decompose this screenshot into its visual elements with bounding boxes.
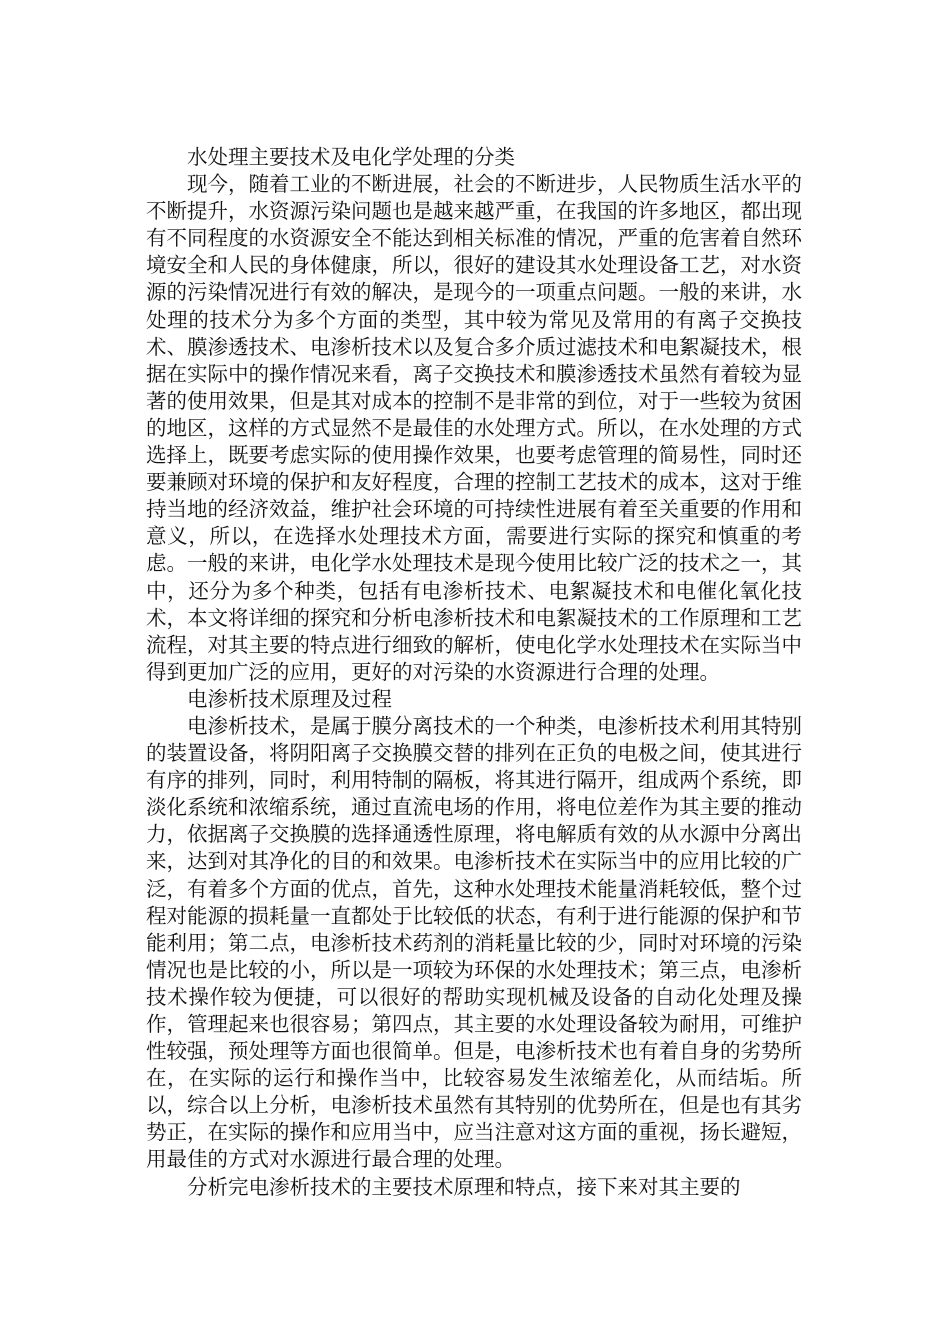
paragraph-continuation: 分析完电渗析技术的主要技术原理和特点，接下来对其主要的: [187, 1174, 741, 1199]
section-heading-classification: 水处理主要技术及电化学处理的分类: [187, 145, 515, 169]
paragraph-introduction: 现今，随着工业的不断进展，社会的不断进步，人民物质生活水平的不断提升，水资源污染问题也是越来越严重，在我国的许多地区，都出现有不同程度的水资源安全不能达到相关标准的情况，严重的危害着自然环境安全和人民的身体健康，所以，很好的建设其水处理设备工艺，对水资源的污染情况进行有效的解决，是现今的一项重点问题。一般的来讲，水处理的技术分为多个方面的类型，其中较为常见及常用的有离子交换技术、膜渗透技术、电渗析技术以及复合多介质过滤技术和电絮凝技术，根据在实际中的操作情况来看，离子交换技术和膜渗透技术虽然有着较为显著的使用效果，但是其对成本的控制不是非常的到位，对于一些较为贫困的地区，这样的方式显然不是最佳的水处理方式。所以，在水处理的方式选择上，既要考虑实际的使用操作效果，也要考虑管理的简易性，同时还要兼顾对环境的保护和友好程度，合理的控制工艺技术的成本，这对于维持当地的经济效益，维护社会环境的可持续性进展有着至关重要的作用和意义，所以，在选择水处理技术方面，需要进行实际的探究和慎重的考虑。一般的来讲，电化学水处理技术是现今使用比较广泛的技术之一，其中，还分为多个种类，包括有电渗析技术、电絮凝技术和电催化氧化技术，本文将详细的探究和分析电渗析技术和电絮凝技术的工作原理和工艺流程，对其主要的特点进行细致的解析，使电化学水处理技术在实际当中得到更加广泛的应用，更好的对污染的水资源进行合理的处理。: [146, 172, 802, 684]
section-heading-electrodialysis: 电渗析技术原理及过程: [187, 686, 392, 711]
document-page: [146, 144, 802, 1201]
paragraph-electrodialysis: 电渗析技术，是属于膜分离技术的一个种类，电渗析技术利用其特别的装置设备，将阴阳离子交换膜交替的排列在正负的电极之间，使其进行有序的排列，同时，利用特制的隔板，将其进行隔开，组成两个系统，即淡化系统和浓缩系统，通过直流电场的作用，将电位差作为其主要的推动力，依据离子交换膜的选择通透性原理，将电解质有效的从水源中分离出来，达到对其净化的目的和效果。电渗析技术在实际当中的应用比较的广泛，有着多个方面的优点，首先，这种水处理技术能量消耗较低，整个过程对能源的损耗量一直都处于比较低的状态，有利于进行能源的保护和节能利用；第二点，电渗析技术药剂的消耗量比较的少，同时对环境的污染情况也是比较的小，所以是一项较为环保的水处理技术；第三点，电渗析技术操作较为便捷，可以很好的帮助实现机械及设备的自动化处理及操作，管理起来也很容易；第四点，其主要的水处理设备较为耐用，可维护性较强，预处理等方面也很简单。但是，电渗析技术也有着自身的劣势所在，在实际的运行和操作当中，比较容易发生浓缩差化，从而结垢。所以，综合以上分析，电渗析技术虽然有其特别的优势所在，但是也有其劣势正，在实际的操作和应用当中，应当注意对这方面的重视，扬长避短，用最佳的方式对水源进行最合理的处理。: [146, 713, 802, 1172]
